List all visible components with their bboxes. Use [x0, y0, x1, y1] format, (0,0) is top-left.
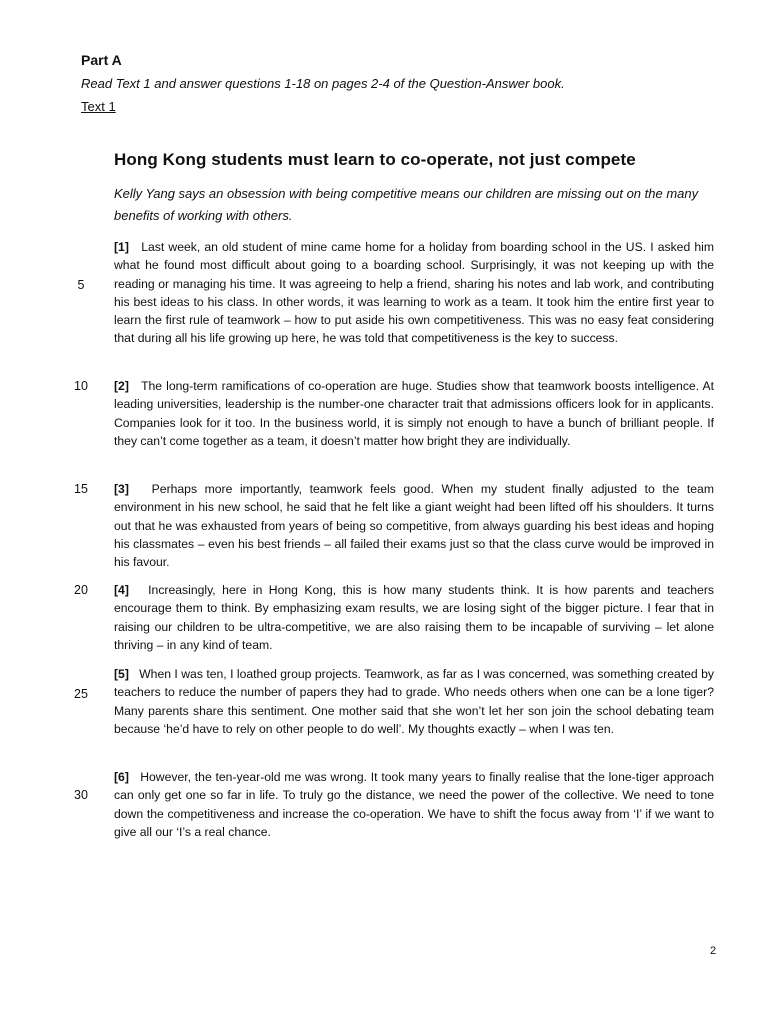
paragraph-5 [114, 665, 714, 738]
paragraph-3 [114, 480, 714, 571]
page-number: 2 [710, 945, 717, 957]
paragraph-text: Increasingly, here in Hong Kong, this is how many students think. It is how parents and teachers encourage them to think. By emphasizing exam results, we are losing sight of the bigger picture. I fear that in raising our children to be ultra-competitive, we are also raising them to be incapable of surviving – let alone thriving – in any kind of team. [114, 583, 714, 652]
paragraph-number: [3] [114, 482, 129, 496]
paragraph-number: [1] [114, 240, 129, 254]
instruction-text: Read Text 1 and answer questions 1-18 on pages 2-4 of the Question-Answer book. [81, 76, 565, 91]
paragraph-text: However, the ten-year-old me was wrong. It took many years to finally realise that the lone-tiger approach can only get one so far in life. To truly go the distance, we need the power of the collective. We need to tone down the competitiveness and increase the co-operation. We have to shift the focus away from ‘I’ if we want to give all our ‘I’s a real chance. [114, 770, 714, 839]
paragraph-1 [114, 238, 714, 348]
paragraph-number: [6] [114, 770, 129, 784]
article-subtitle: Kelly Yang says an obsession with being competitive means our children are missing out on the many benefits of working with others. [114, 186, 699, 223]
paragraph-number: [4] [114, 583, 129, 597]
paragraph-text: When I was ten, I loathed group projects. Teamwork, as far as I was concerned, was something created by teachers to reduce the number of papers they had to grade. Who needs others when one can be a lone tiger? Many parents share this sentiment. One mother said that she won’t let her son join the school debating team because ‘he’d have to rely on other people to do well’. My thoughts exactly – when I was ten. [114, 667, 714, 736]
text-label: Text 1 [81, 99, 116, 114]
paragraph-text: The long-term ramifications of co-operation are huge. Studies show that teamwork boosts intelligence. At leading universities, leadership is the number-one character trait that admissions officers look for in applicants. Companies look for it too. In the business world, it is simply not enough to have a bunch of brilliant people. If they can’t come together as a team, it doesn’t matter how bright they are individually. [114, 379, 714, 448]
line-number: 30 [74, 788, 88, 802]
paragraph-number: [2] [114, 379, 129, 393]
paragraph-text: Perhaps more importantly, teamwork feels good. When my student finally adjusted to the team environment in his new school, he said that he felt like a giant weight had been lifted off his shoulders. It turns out that he was exhausted from years of being so competitive, from always guarding his best ideas and hoping his classmates – even his best friends – all failed their exams just so that the class curve would be improved in his favour. [114, 482, 714, 570]
part-heading: Part A [81, 52, 122, 68]
paragraph-4 [114, 581, 714, 654]
paragraph-2 [114, 377, 714, 450]
paragraph-6 [114, 768, 714, 841]
article-title: Hong Kong students must learn to co-operate, not just compete [114, 150, 636, 169]
line-number: 20 [74, 583, 88, 597]
paragraph-number: [5] [114, 667, 129, 681]
line-number: 5 [77, 278, 85, 292]
line-number: 10 [74, 379, 88, 393]
line-number: 15 [74, 482, 88, 496]
line-number: 25 [74, 687, 88, 701]
paragraph-text: Last week, an old student of mine came home for a holiday from boarding school in the US. I asked him what he found most difficult about going to a boarding school. Surprisingly, it was not keeping up with the reading or managing his time. It was agreeing to help a friend, sharing his notes and lab work, and contributing his best ideas to his class. In other words, it was learning to work as a team. It took him the entire first year to learn the first rule of teamwork – how to put aside his own competitiveness. This was no easy feat considering that during all his life growing up here, he was told that competitiveness is the key to success. [114, 240, 714, 346]
